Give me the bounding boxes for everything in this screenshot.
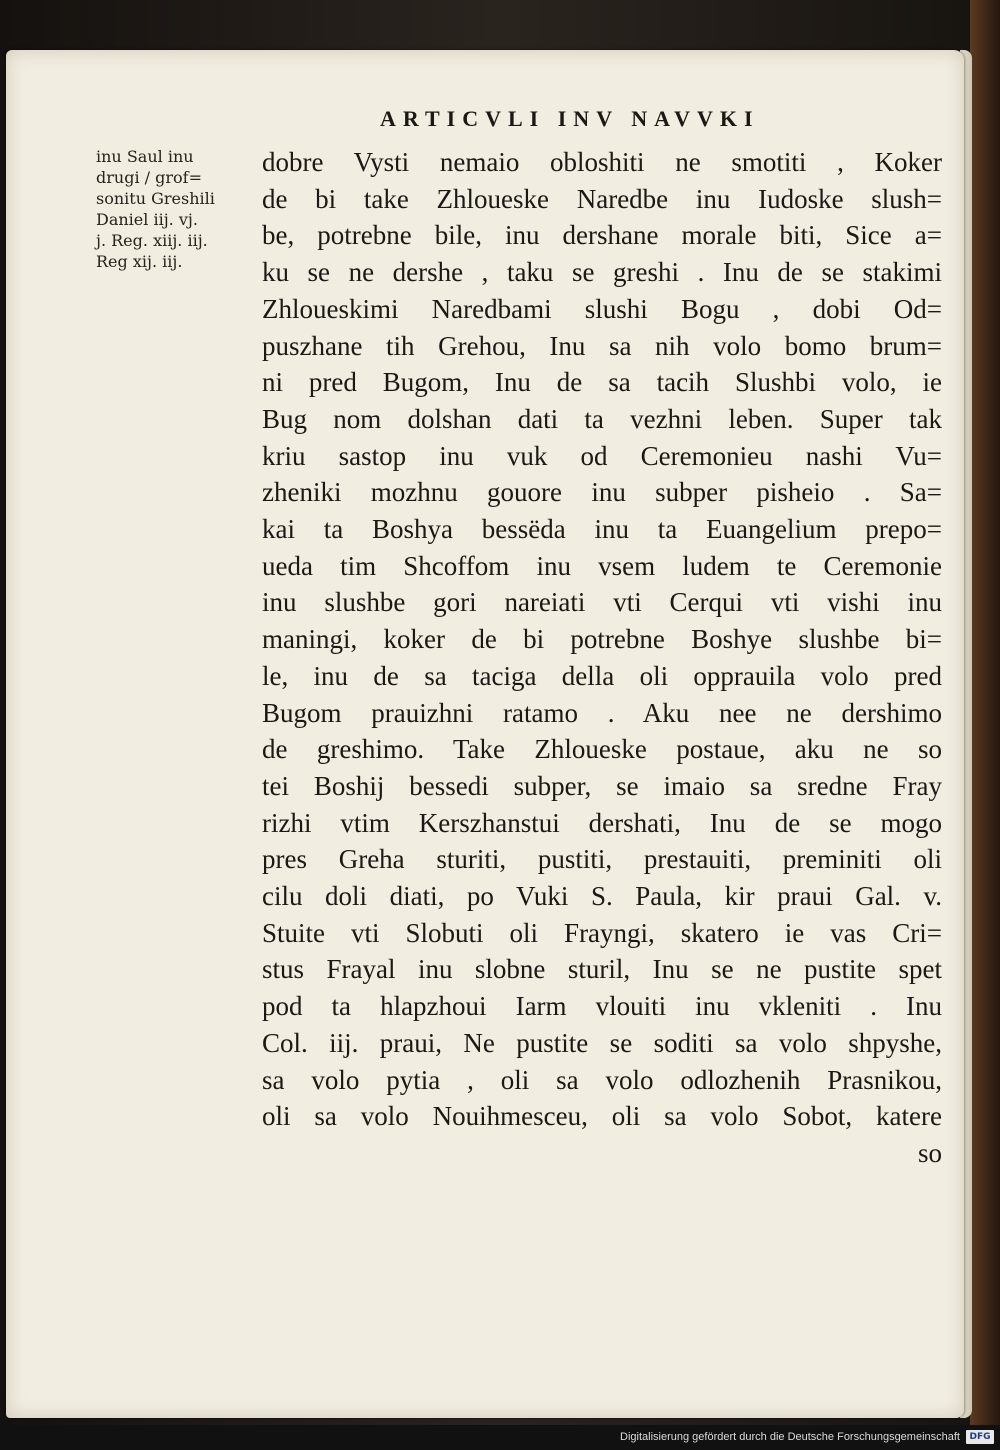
marginal-note: Daniel iij. vj.	[96, 210, 198, 229]
text-line: ku se ne dershe , taku se greshi . Inu de se stakimi	[262, 257, 942, 288]
text-line: de bi take Zhloueske Naredbe inu Iudoske slush=	[262, 183, 942, 214]
marginal-note: sonitu Greshili	[96, 189, 215, 208]
catchword: so	[917, 1137, 942, 1168]
text-line: puszhane tih Grehou, Inu sa nih volo bomo brum=	[262, 330, 942, 361]
text-line: dobre Vysti nemaio obloshiti ne smotiti , Koker	[262, 147, 942, 177]
body-text	[262, 144, 942, 1172]
footer-bar	[0, 1425, 1000, 1450]
text-line: Stuite vti Slobuti oli Frayngi, skatero ie vas Cri=	[262, 917, 942, 948]
text-line: sa volo pytia , oli sa volo odlozhenih Prasnikou,	[262, 1064, 942, 1095]
text-line: zheniki mozhnu gouore inu subper pisheio . Sa=	[262, 477, 942, 508]
dfg-logo: DFG	[966, 1430, 994, 1444]
text-line: ueda tim Shcoffom inu vsem ludem te Ceremonie	[262, 550, 942, 581]
text-line: rizhi vtim Kerszhanstui dershati, Inu de se mogo	[262, 807, 942, 838]
text-line: tei Boshij bessedi subper, se imaio sa sredne Fray	[262, 770, 942, 801]
marginal-note: Reg xij. iij.	[96, 252, 183, 271]
text-line: kai ta Boshya bessëda inu ta Euangelium prepo=	[262, 514, 942, 545]
text-line: pod ta hlapzhoui Iarm vlouiti inu vkleniti . Inu	[262, 991, 942, 1022]
text-line: de greshimo. Take Zhloueske postaue, aku ne so	[262, 734, 942, 765]
text-line: kriu sastop inu vuk od Ceremonieu nashi Vu=	[262, 440, 942, 471]
text-line: Zhloueskimi Naredbami slushi Bogu , dobi Od=	[262, 293, 942, 324]
marginal-note: j. Reg. xiij. iij.	[96, 231, 208, 250]
text-line: cilu doli diati, po Vuki S. Paula, kir praui Gal. v.	[262, 881, 942, 912]
text-line: Bugom prauizhni ratamo . Aku nee ne dershimo	[262, 697, 942, 728]
book-spine	[970, 0, 1000, 1450]
text-line: Col. iij. praui, Ne pustite se soditi sa volo shpyshe,	[262, 1027, 942, 1058]
running-head: ARTICVLI INV NAVVKI	[380, 106, 760, 131]
marginal-note: inu Saul inu	[96, 147, 194, 166]
text-line: oli sa volo Nouihmesceu, oli sa volo Sobot, katere	[262, 1101, 942, 1132]
text-line: stus Frayal inu slobne sturil, Inu se ne pustite spet	[262, 954, 942, 985]
text-line: maningi, koker de bi potrebne Boshye slushbe bi=	[262, 624, 942, 655]
text-line: inu slushbe gori nareiati vti Cerqui vti vishi inu	[262, 587, 942, 618]
text-line: Bug nom dolshan dati ta vezhni leben. Super tak	[262, 403, 942, 434]
text-line: pres Greha sturiti, pustiti, prestauiti, preminiti oli	[262, 844, 942, 875]
text-line: be, potrebne bile, inu dershane morale biti, Sice a=	[262, 220, 942, 251]
footer-credit: Digitalisierung gefördert durch die Deutsche Forschungsgemeinschaft	[620, 1431, 960, 1443]
text-line: ni pred Bugom, Inu de sa tacih Slushbi volo, ie	[262, 367, 942, 398]
marginal-note: drugi / grof=	[96, 168, 202, 187]
marginal-notes	[96, 146, 266, 272]
text-line: le, inu de sa taciga della oli opprauila volo pred	[262, 660, 942, 691]
